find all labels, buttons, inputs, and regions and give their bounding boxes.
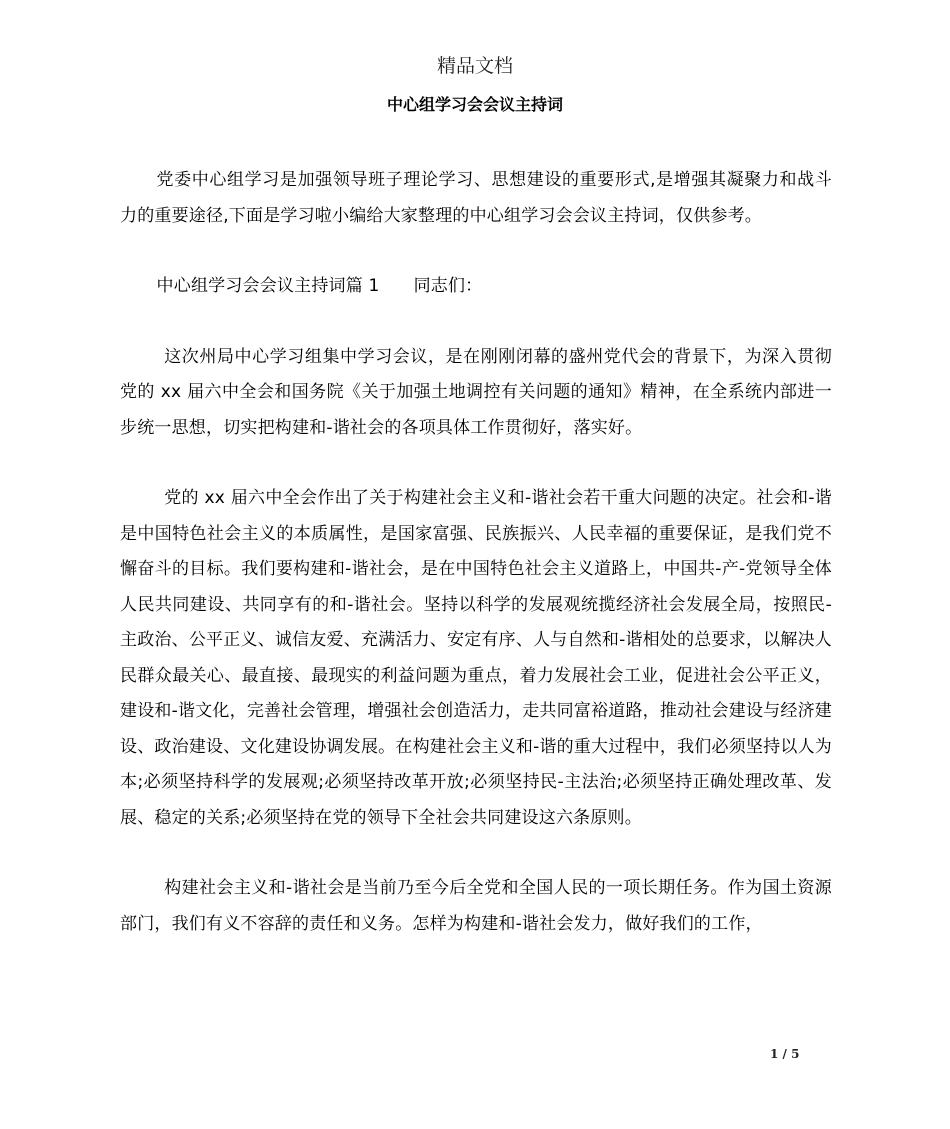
document-title: 中心组学习会会议主持词 [386, 95, 563, 114]
body-paragraph-2: 党的 xx 届六中全会作出了关于构建社会主义和-谐社会若干重大问题的决定。社会和-谐是中国特色社会主义的本质属性，是国家富强、民族振兴、人民幸福的重要保证，是我们党不懈奋斗的目标。我们要构建和-谐社会，是在中国特色社会主义道路上，中国共-产-党领导全体人民共同建设、共同享有的和-谐社会。坚持以科学的发展观统揽经济社会发展全局，按照民-主政治、公平正义、诚信友爱、充满活力、安定有序、人与自然和-谐相处的总要求，以解决人民群众最关心、最直接、最现实的利益问题为重点，着力发展社会工业，促进社会公平正义，建设和-谐文化，完善社会管理，增强社会创造活力，走共同富裕道路，推动社会建设与经济建设、政治建设、文化建设协调发展。在构建社会主义和-谐的重大过程中，我们必须坚持以人为本;必须坚持科学的发展观;必须坚持改革开放;必须坚持民-主法治;必须坚持正确处理改革、发展、稳定的关系;必须坚持在党的领导下全社会共同建设这六条原则。 [120, 488, 832, 828]
page-number-indicator: 1 / 5 [770, 1047, 800, 1061]
body-paragraph-3: 构建社会主义和-谐社会是当前乃至今后全党和全国人民的一项长期任务。作为国土资源部门，我们有义不容辞的责任和义务。怎样为构建和-谐社会发力，做好我们的工作， [120, 878, 832, 934]
salutation: 同志们： [413, 276, 483, 296]
section-heading: 中心组学习会会议主持词篇 1 [156, 276, 380, 296]
page-header-label: 精品文档 [436, 55, 513, 77]
body-paragraph-1: 这次州局中心学习组集中学习会议，是在刚刚闭幕的盛州党代会的背景下，为深入贯彻党的 xx 届六中全会和国务院《关于加强土地调控有关问题的通知》精神，在全系统内部进一步统一思想，切实把构建和-谐社会的各项具体工作贯彻好，落实好。 [120, 346, 832, 438]
intro-paragraph: 党委中心组学习是加强领导班子理论学习、思想建设的重要形式,是增强其凝聚力和战斗力的重要途径,下面是学习啦小编给大家整理的中心组学习会会议主持词，仅供参考。 [120, 170, 832, 226]
document-body [120, 163, 832, 977]
section-heading-line [120, 269, 832, 305]
